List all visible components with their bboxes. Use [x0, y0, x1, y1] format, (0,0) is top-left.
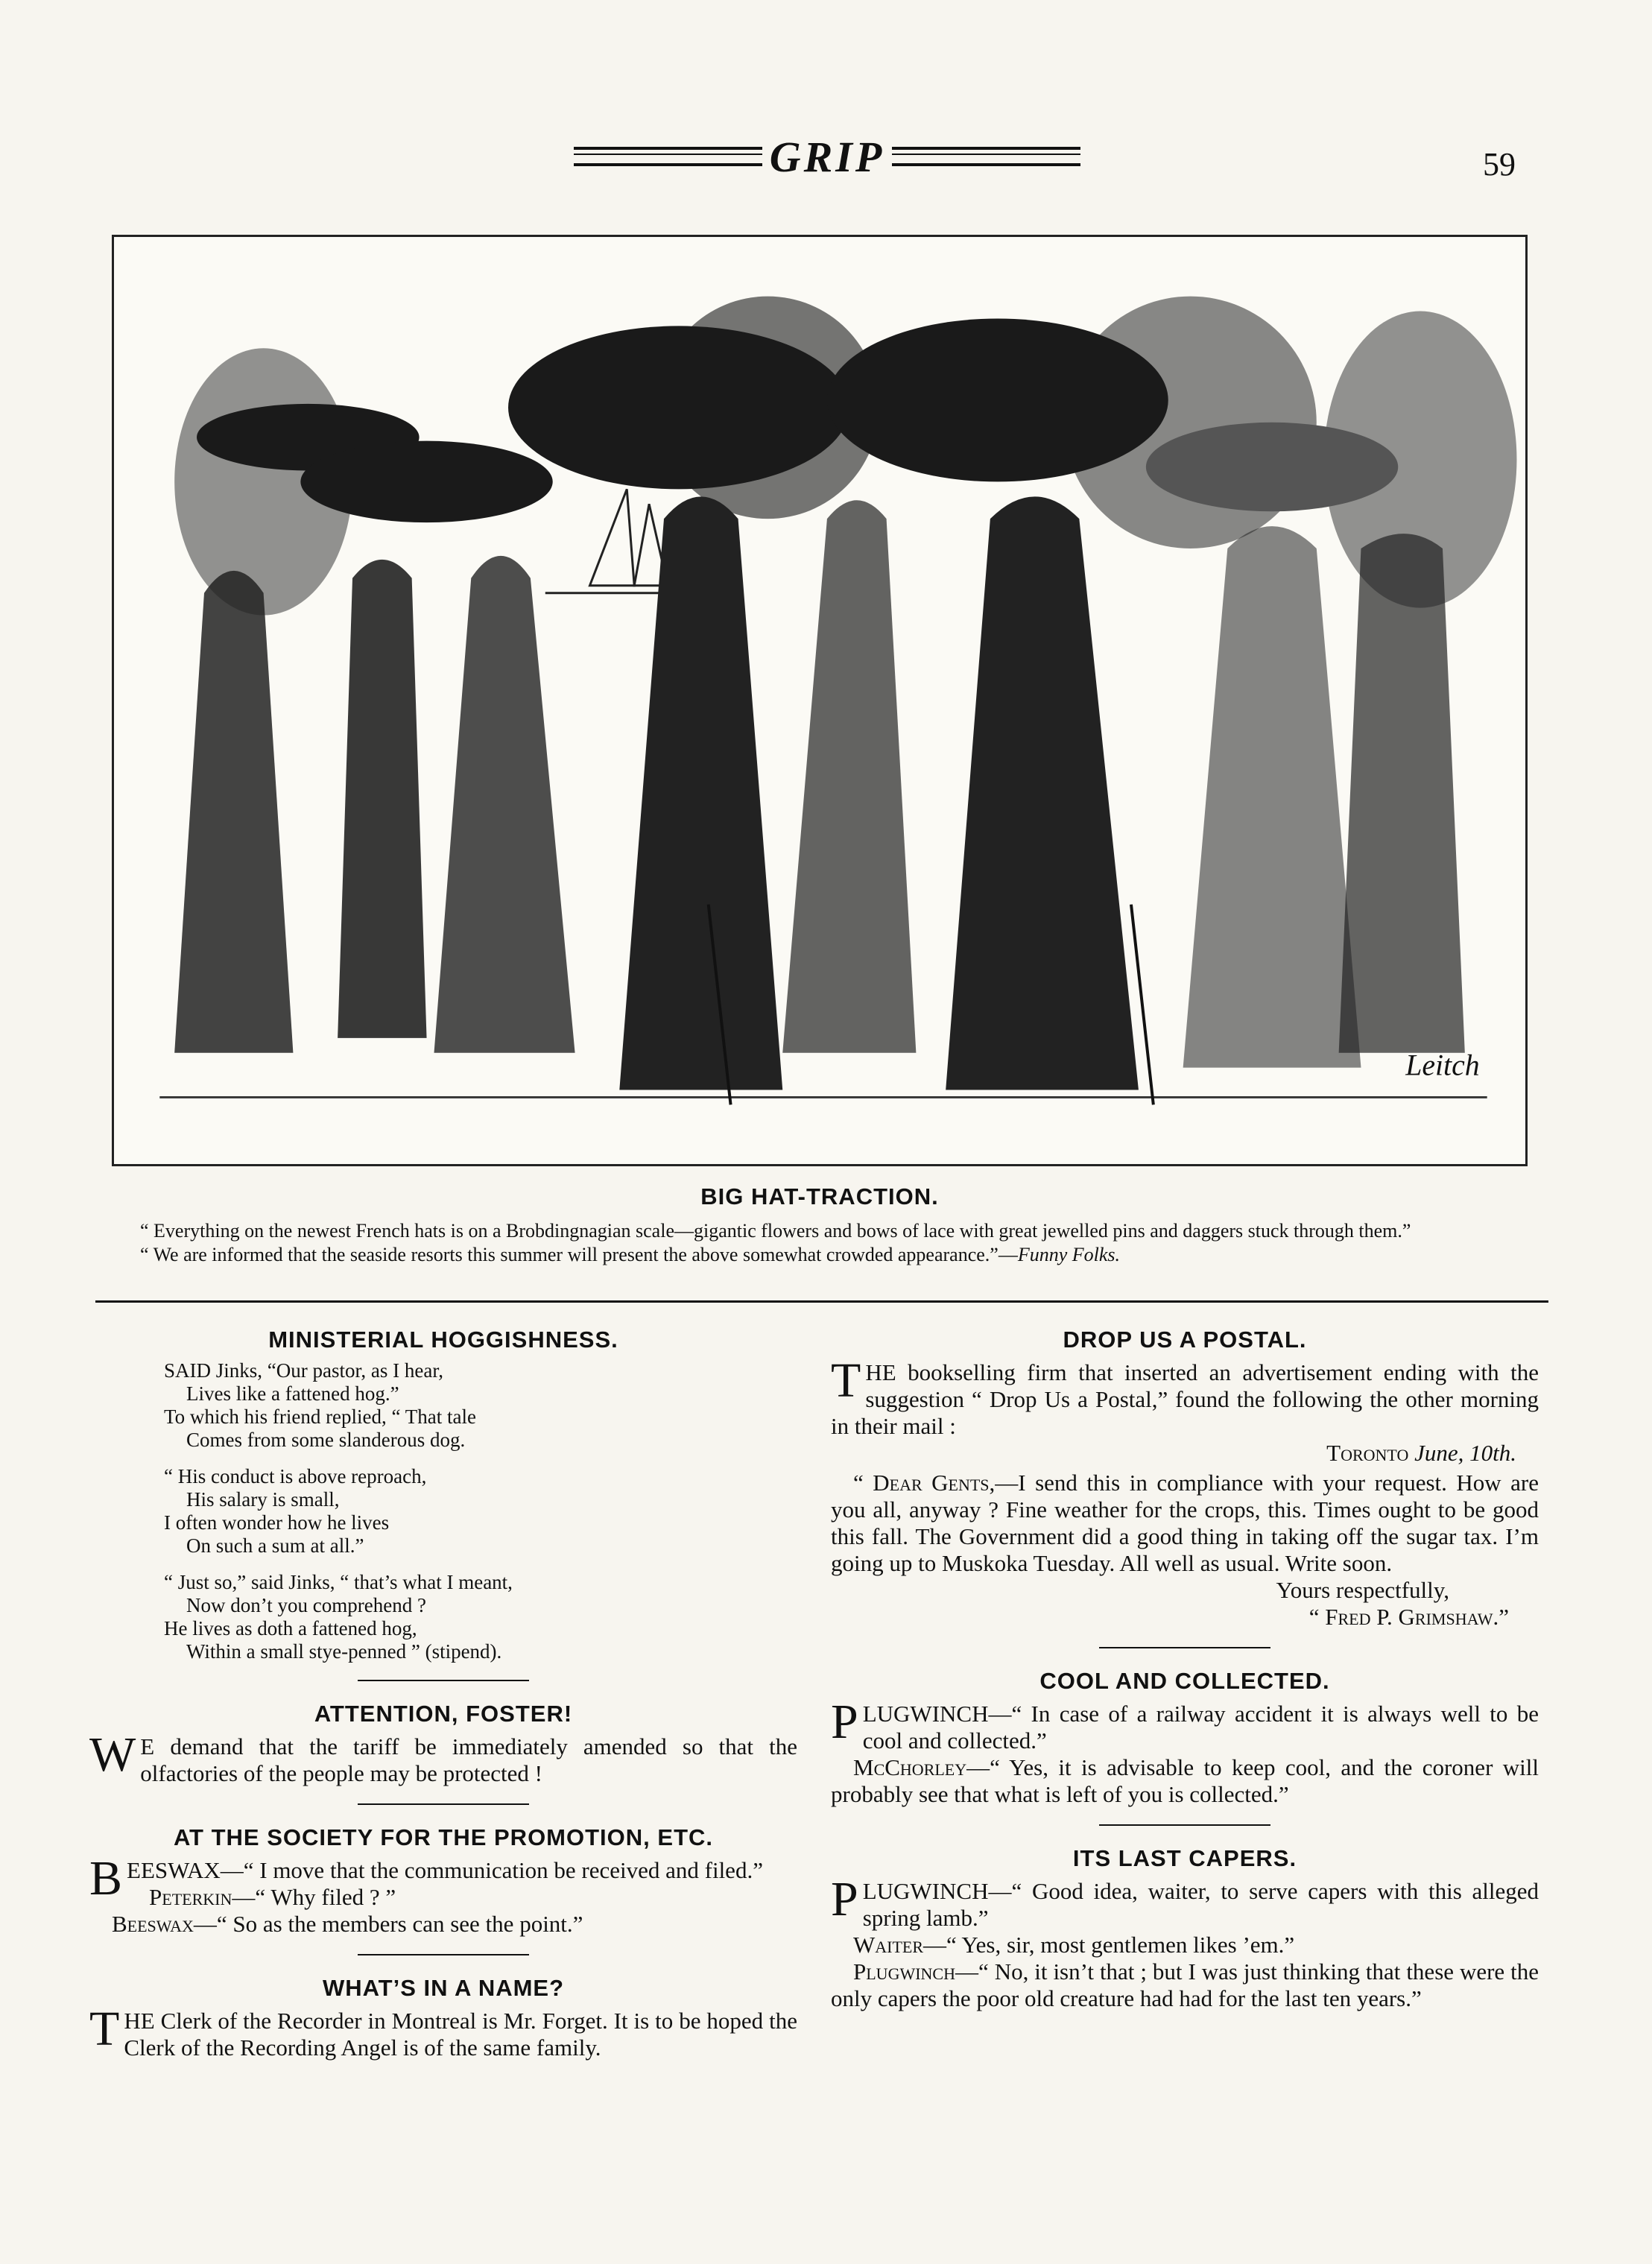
article-body: BEESWAX—“ I move that the communication be received and filed.” [89, 1851, 763, 1906]
article-its-last-capers [831, 1845, 1539, 2012]
article-body: PLUGWINCH—“ In case of a railway accident it is always well to be cool and collected.” [831, 1695, 1539, 1754]
caption-quote-2: “ We are informed that the seaside resorts this summer will present the above somewhat crowded appearance.”—Funny Folks. [140, 1244, 1121, 1265]
article-body: W E demand that the tariff be immediately amended so that the olfactories of the people may be protected ! [89, 1727, 797, 1786]
poem-line: Lives like a fattened hog.” [186, 1382, 399, 1405]
article-title: AT THE SOCIETY FOR THE PROMOTION, ETC. [173, 1824, 714, 1850]
dropcap: B [89, 1851, 123, 1906]
caption-quote-1: “ Everything on the newest French hats is on a Brobdingnagian scale—gigantic flowers and bows of lace with great jewelled pins and daggers stuck through them.” [140, 1220, 1411, 1242]
article-whats-in-a-name [89, 1975, 797, 2061]
masthead [566, 130, 1088, 183]
article-cool-and-collected [831, 1668, 1539, 1808]
poem [164, 1359, 797, 1663]
poem-line: SAID Jinks, “Our pastor, as I hear, [164, 1359, 444, 1382]
cartoon-caption [95, 1219, 1548, 1267]
dropcap: P [831, 1695, 858, 1749]
poem-stanza [164, 1465, 797, 1558]
section-divider [358, 1803, 529, 1805]
article-drop-us-a-postal [831, 1327, 1539, 1631]
letter-body: “ Dear Gents,—I send this in compliance with your request. How are you all, anyway ? Fine weather for the crops, this. Times ought to be good this fall. The Government did a good thing in taking off the sugar tax. I’m going up to Muskoka Tuesday. All well as usual. Write soon. [831, 1470, 1539, 1576]
article-body: THE bookselling firm that inserted an advertisement ending with the suggestion “ Drop Us a Postal,” found the following the other morning in their mail : [831, 1353, 1539, 1439]
article-title: COOL AND COLLECTED. [1039, 1668, 1330, 1694]
dialogue-line: McChorley—“ Yes, it is advisable to keep cool, and the coroner will probably see that what is left of you is collected.” [831, 1754, 1539, 1807]
article-attention-foster [89, 1701, 797, 1787]
publication-title: GRIP [769, 132, 885, 181]
artist-signature: Leitch [1405, 1049, 1480, 1082]
letter-dateline: Toronto June, 10th. [1326, 1440, 1516, 1466]
dropcap: T [831, 1353, 861, 1408]
article-title: ATTENTION, FOSTER! [314, 1701, 573, 1727]
section-divider [1099, 1647, 1270, 1648]
poem-line: “ Just so,” said Jinks, “ that’s what I meant, [164, 1571, 513, 1593]
left-column [89, 1327, 797, 2061]
page-number: 59 [1483, 146, 1516, 183]
article-body: PLUGWINCH—“ Good idea, waiter, to serve capers with this alleged spring lamb.” [831, 1872, 1539, 1931]
poem-line: Comes from some slanderous dog. [186, 1429, 466, 1451]
right-column [831, 1327, 1539, 2012]
poem-line: “ His conduct is above reproach, [164, 1465, 427, 1487]
poem-line: His salary is small, [186, 1488, 340, 1511]
poem-line: Within a small stye-penned ” (stipend). [186, 1640, 502, 1663]
cartoon-drawing [114, 237, 1525, 1164]
dialogue-line: Peterkin—“ Why filed ? ” [149, 1884, 396, 1910]
article-society-promotion [89, 1824, 797, 1938]
caption-rule [95, 1300, 1548, 1303]
poem-line: I often wonder how he lives [164, 1511, 390, 1534]
poem-line: Now don’t you comprehend ? [186, 1594, 426, 1616]
section-divider [358, 1680, 529, 1681]
article-title: DROP US A POSTAL. [1063, 1327, 1307, 1353]
poem-line: To which his friend replied, “ That tale [164, 1405, 476, 1428]
dropcap: W [89, 1727, 136, 1782]
article-title: MINISTERIAL HOGGISHNESS. [268, 1327, 618, 1353]
letter-signature: “ Fred P. Grimshaw.” [1308, 1604, 1509, 1630]
section-divider [1099, 1824, 1270, 1826]
section-divider [358, 1954, 529, 1955]
caption-source: Funny Folks. [1017, 1244, 1121, 1265]
cartoon-title: BIG HAT-TRACTION. [700, 1183, 939, 1210]
dialogue-line: Plugwinch—“ No, it isn’t that ; but I was just thinking that these were the only capers the poor old creature had had for the last ten years.” [831, 1958, 1539, 2011]
dropcap: P [831, 1872, 858, 1926]
masthead-rule-left [574, 147, 762, 166]
dropcap: T [89, 2002, 120, 2056]
masthead-rule-right [892, 147, 1080, 166]
article-ministerial-hoggishness [89, 1327, 797, 1663]
cartoon-illustration [112, 235, 1528, 1166]
poem-line: He lives as doth a fattened hog, [164, 1617, 417, 1639]
letter-closing: Yours respectfully, [1276, 1577, 1449, 1603]
poem-stanza [164, 1359, 797, 1452]
dialogue-line: Waiter—“ Yes, sir, most gentlemen likes ’em.” [853, 1932, 1295, 1958]
article-title: WHAT’S IN A NAME? [322, 1975, 565, 2001]
article-body: THE Clerk of the Recorder in Montreal is Mr. Forget. It is to be hoped the Clerk of the Recording Angel is of the same family. [89, 2002, 797, 2061]
poem-line: On such a sum at all.” [186, 1534, 364, 1557]
article-title: ITS LAST CAPERS. [1072, 1845, 1297, 1871]
dialogue-line: Beeswax—“ So as the members can see the point.” [112, 1911, 583, 1937]
poem-stanza [164, 1571, 797, 1663]
